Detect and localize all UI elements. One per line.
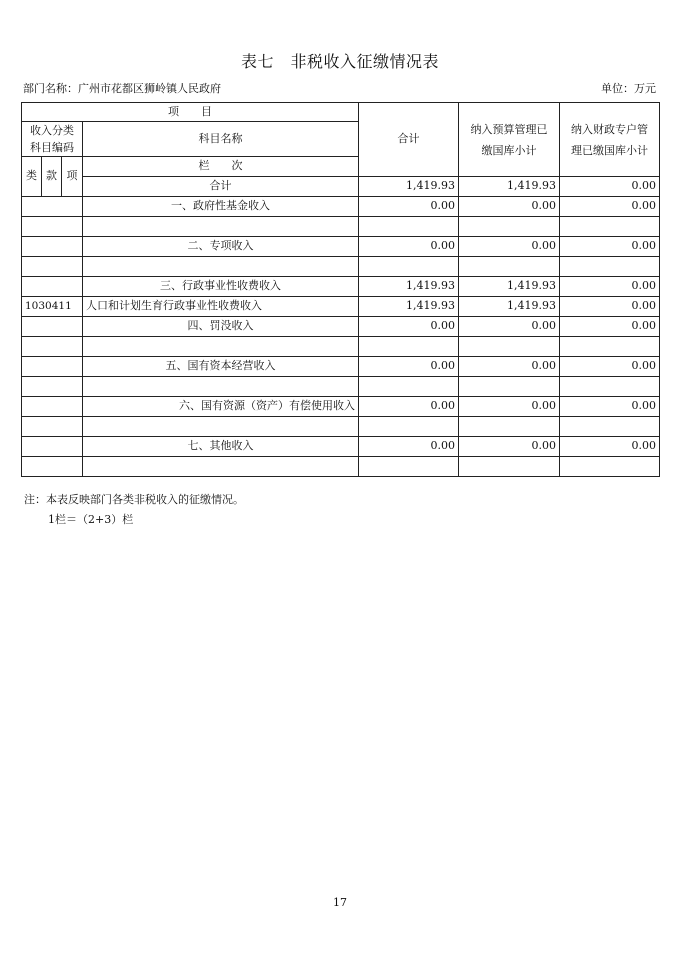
value-special: 0.00 (560, 357, 660, 377)
subject-name: 六、国有资源（资产）有偿使用收入 (83, 397, 359, 417)
value-budget: 0.00 (459, 397, 560, 417)
value-total: 0.00 (359, 317, 459, 337)
subject-code (22, 337, 83, 357)
subject-name: 一、政府性基金收入 (83, 197, 359, 217)
value-total: 0.00 (359, 437, 459, 457)
value-special: 0.00 (560, 237, 660, 257)
header-subject-name: 科目名称 (83, 122, 359, 157)
table-row (22, 397, 660, 417)
value-special (560, 377, 660, 397)
value-budget: 1,419.93 (459, 177, 560, 197)
subject-code (22, 357, 83, 377)
value-special (560, 257, 660, 277)
value-total (359, 337, 459, 357)
value-total (359, 417, 459, 437)
header-special: 纳入财政专户管理已缴国库小计 (560, 103, 660, 177)
value-budget: 0.00 (459, 317, 560, 337)
subject-name: 合计 (83, 177, 359, 197)
value-total (359, 217, 459, 237)
subject-name (83, 417, 359, 437)
value-total: 1,419.93 (359, 297, 459, 317)
subject-name: 五、国有资本经营收入 (83, 357, 359, 377)
table-row (22, 277, 660, 297)
value-special: 0.00 (560, 177, 660, 197)
value-total (359, 457, 459, 477)
table-row (22, 237, 660, 257)
subject-code (22, 397, 83, 417)
subject-name: 三、行政事业性收费收入 (83, 277, 359, 297)
value-special: 0.00 (560, 197, 660, 217)
value-total: 0.00 (359, 397, 459, 417)
non-tax-revenue-table (21, 102, 660, 477)
table-row (22, 297, 660, 317)
value-special (560, 417, 660, 437)
value-special: 0.00 (560, 437, 660, 457)
value-budget (459, 377, 560, 397)
value-total (359, 377, 459, 397)
table-row (22, 257, 660, 277)
table-row (22, 437, 660, 457)
table-row (22, 417, 660, 437)
subject-code (22, 317, 83, 337)
value-special: 0.00 (560, 297, 660, 317)
subject-name (83, 377, 359, 397)
value-budget (459, 457, 560, 477)
value-total: 0.00 (359, 197, 459, 217)
table-row (22, 337, 660, 357)
unit-label: 单位：万元 (601, 82, 656, 95)
header-kuan: 款 (42, 157, 62, 197)
subject-name (83, 337, 359, 357)
table-row (22, 197, 660, 217)
subject-name: 四、罚没收入 (83, 317, 359, 337)
page-number: 17 (333, 896, 347, 909)
table-row (22, 357, 660, 377)
note-line-1: 注：本表反映部门各类非税收入的征缴情况。 (24, 493, 244, 506)
subject-code (22, 237, 83, 257)
subject-name: 二、专项收入 (83, 237, 359, 257)
subject-name (83, 257, 359, 277)
subject-code (22, 457, 83, 477)
subject-code: 1030411 (22, 297, 83, 317)
header-item: 项 目 (22, 103, 359, 122)
value-special (560, 217, 660, 237)
subject-code (22, 377, 83, 397)
subject-code (22, 277, 83, 297)
value-special: 0.00 (560, 397, 660, 417)
subject-code (22, 217, 83, 237)
table-row (22, 457, 660, 477)
table-row (22, 217, 660, 237)
value-total: 1,419.93 (359, 177, 459, 197)
value-budget: 0.00 (459, 437, 560, 457)
value-budget: 0.00 (459, 237, 560, 257)
value-total: 0.00 (359, 237, 459, 257)
value-total: 1,419.93 (359, 277, 459, 297)
value-budget: 0.00 (459, 357, 560, 377)
note-line-2: 1栏＝（2+3）栏 (48, 513, 134, 526)
header-lanci: 栏 次 (83, 157, 359, 177)
value-budget: 1,419.93 (459, 277, 560, 297)
subject-name (83, 457, 359, 477)
value-budget: 0.00 (459, 197, 560, 217)
value-special: 0.00 (560, 277, 660, 297)
table-row (22, 317, 660, 337)
value-total: 0.00 (359, 357, 459, 377)
subject-code (22, 257, 83, 277)
value-total (359, 257, 459, 277)
table-row (22, 377, 660, 397)
subject-name: 七、其他收入 (83, 437, 359, 457)
header-budget: 纳入预算管理已缴国库小计 (459, 103, 560, 177)
value-budget: 1,419.93 (459, 297, 560, 317)
value-budget (459, 257, 560, 277)
subject-name (83, 217, 359, 237)
value-budget (459, 417, 560, 437)
page-title: 表七 非税收入征缴情况表 (240, 52, 439, 71)
value-special (560, 457, 660, 477)
subject-code (22, 437, 83, 457)
header-xiang: 项 (62, 157, 83, 197)
subject-name: 人口和计划生育行政事业性收费收入 (83, 297, 359, 317)
notes (24, 490, 244, 530)
department-label: 部门名称：广州市花都区狮岭镇人民政府 (23, 82, 221, 95)
header-total: 合计 (359, 103, 459, 177)
value-special (560, 337, 660, 357)
value-budget (459, 337, 560, 357)
subject-code (22, 197, 83, 217)
header-category-code: 收入分类科目编码 (22, 122, 83, 157)
value-special: 0.00 (560, 317, 660, 337)
value-budget (459, 217, 560, 237)
subject-code (22, 417, 83, 437)
table-row (22, 177, 660, 197)
header-lei: 类 (22, 157, 42, 197)
